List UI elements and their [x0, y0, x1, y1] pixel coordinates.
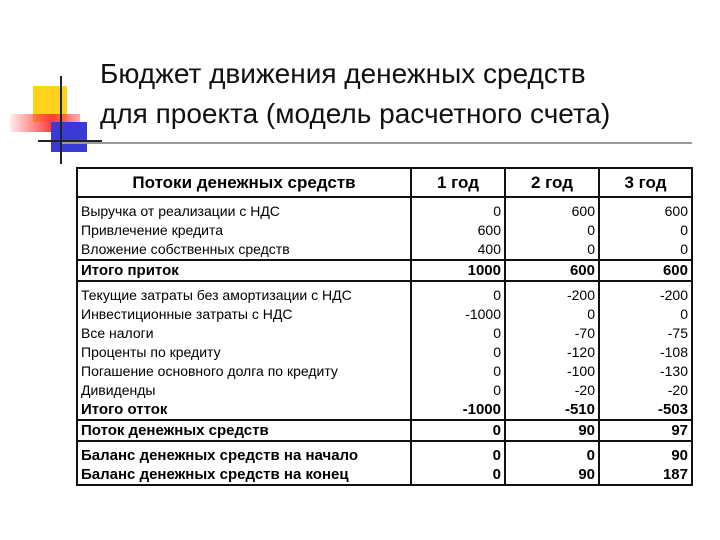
- cell-year-3: -108: [599, 343, 692, 362]
- cell-year-2: -100: [505, 362, 599, 381]
- header-flows: Потоки денежных средств: [77, 168, 411, 197]
- cell-year-1: -1000: [411, 305, 505, 324]
- cell-year-3: -20: [599, 381, 692, 400]
- cell-year-3: -130: [599, 362, 692, 381]
- cell-year-1: 600: [411, 221, 505, 240]
- logo-vertical-line: [60, 76, 62, 164]
- table-row: [77, 281, 692, 305]
- table-row-balance-start: [77, 441, 692, 465]
- cell-year-3: -200: [599, 281, 692, 305]
- cell-year-2: -510: [505, 400, 599, 420]
- cell-year-3: -503: [599, 400, 692, 420]
- row-label: Проценты по кредиту: [77, 343, 411, 362]
- table-row: [77, 305, 692, 324]
- slide-title-line-2: для проекта (модель расчетного счета): [100, 98, 611, 129]
- cell-year-3: 0: [599, 305, 692, 324]
- cell-year-3: 600: [599, 260, 692, 281]
- header-year-3: 3 год: [599, 168, 692, 197]
- cell-year-2: -70: [505, 324, 599, 343]
- cell-year-1: 0: [411, 381, 505, 400]
- table-row: [77, 197, 692, 221]
- cell-year-1: 0: [411, 465, 505, 485]
- cell-year-3: 187: [599, 465, 692, 485]
- cell-year-3: 0: [599, 221, 692, 240]
- table-row: [77, 324, 692, 343]
- cell-year-2: 600: [505, 260, 599, 281]
- title-divider: [62, 142, 692, 144]
- cell-year-1: 0: [411, 343, 505, 362]
- cell-year-1: 1000: [411, 260, 505, 281]
- cell-year-3: 0: [599, 240, 692, 260]
- row-label: Текущие затраты без амортизации с НДС: [77, 281, 411, 305]
- table-row-total-outflow: [77, 400, 692, 420]
- table-row-total-inflow: [77, 260, 692, 281]
- table-row: [77, 221, 692, 240]
- logo-blue-block: [51, 122, 87, 152]
- cell-year-1: 0: [411, 197, 505, 221]
- row-label: Привлечение кредита: [77, 221, 411, 240]
- row-label: Итого приток: [77, 260, 411, 281]
- cell-year-1: 400: [411, 240, 505, 260]
- cell-year-2: -120: [505, 343, 599, 362]
- cell-year-1: 0: [411, 362, 505, 381]
- cell-year-3: -75: [599, 324, 692, 343]
- cell-year-1: -1000: [411, 400, 505, 420]
- cell-year-3: 600: [599, 197, 692, 221]
- cell-year-2: -200: [505, 281, 599, 305]
- table-row: [77, 381, 692, 400]
- table-row-balance-end: [77, 465, 692, 485]
- cell-year-2: 0: [505, 240, 599, 260]
- header-year-1: 1 год: [411, 168, 505, 197]
- cell-year-2: 0: [505, 441, 599, 465]
- cell-year-3: 97: [599, 420, 692, 441]
- row-label: Дивиденды: [77, 381, 411, 400]
- cell-year-1: 0: [411, 281, 505, 305]
- table-row-cash-flow: [77, 420, 692, 441]
- row-label: Итого отток: [77, 400, 411, 420]
- slide-title: [100, 54, 700, 134]
- row-label: Баланс денежных средств на конец: [77, 465, 411, 485]
- cell-year-2: 600: [505, 197, 599, 221]
- cash-flow-table: [76, 167, 693, 486]
- table-header-row: [77, 168, 692, 197]
- table-row: [77, 362, 692, 381]
- row-label: Погашение основного долга по кредиту: [77, 362, 411, 381]
- table-row: [77, 343, 692, 362]
- slide-title-line-1: Бюджет движения денежных средств: [100, 58, 586, 89]
- row-label: Поток денежных средств: [77, 420, 411, 441]
- cell-year-1: 0: [411, 324, 505, 343]
- cell-year-1: 0: [411, 441, 505, 465]
- header-year-2: 2 год: [505, 168, 599, 197]
- table-row: [77, 240, 692, 260]
- cell-year-2: -20: [505, 381, 599, 400]
- cell-year-3: 90: [599, 441, 692, 465]
- row-label: Вложение собственных средств: [77, 240, 411, 260]
- cell-year-2: 90: [505, 420, 599, 441]
- row-label: Баланс денежных средств на начало: [77, 441, 411, 465]
- cell-year-1: 0: [411, 420, 505, 441]
- row-label: Все налоги: [77, 324, 411, 343]
- cell-year-2: 0: [505, 221, 599, 240]
- cell-year-2: 0: [505, 305, 599, 324]
- cell-year-2: 90: [505, 465, 599, 485]
- row-label: Выручка от реализации с НДС: [77, 197, 411, 221]
- row-label: Инвестиционные затраты с НДС: [77, 305, 411, 324]
